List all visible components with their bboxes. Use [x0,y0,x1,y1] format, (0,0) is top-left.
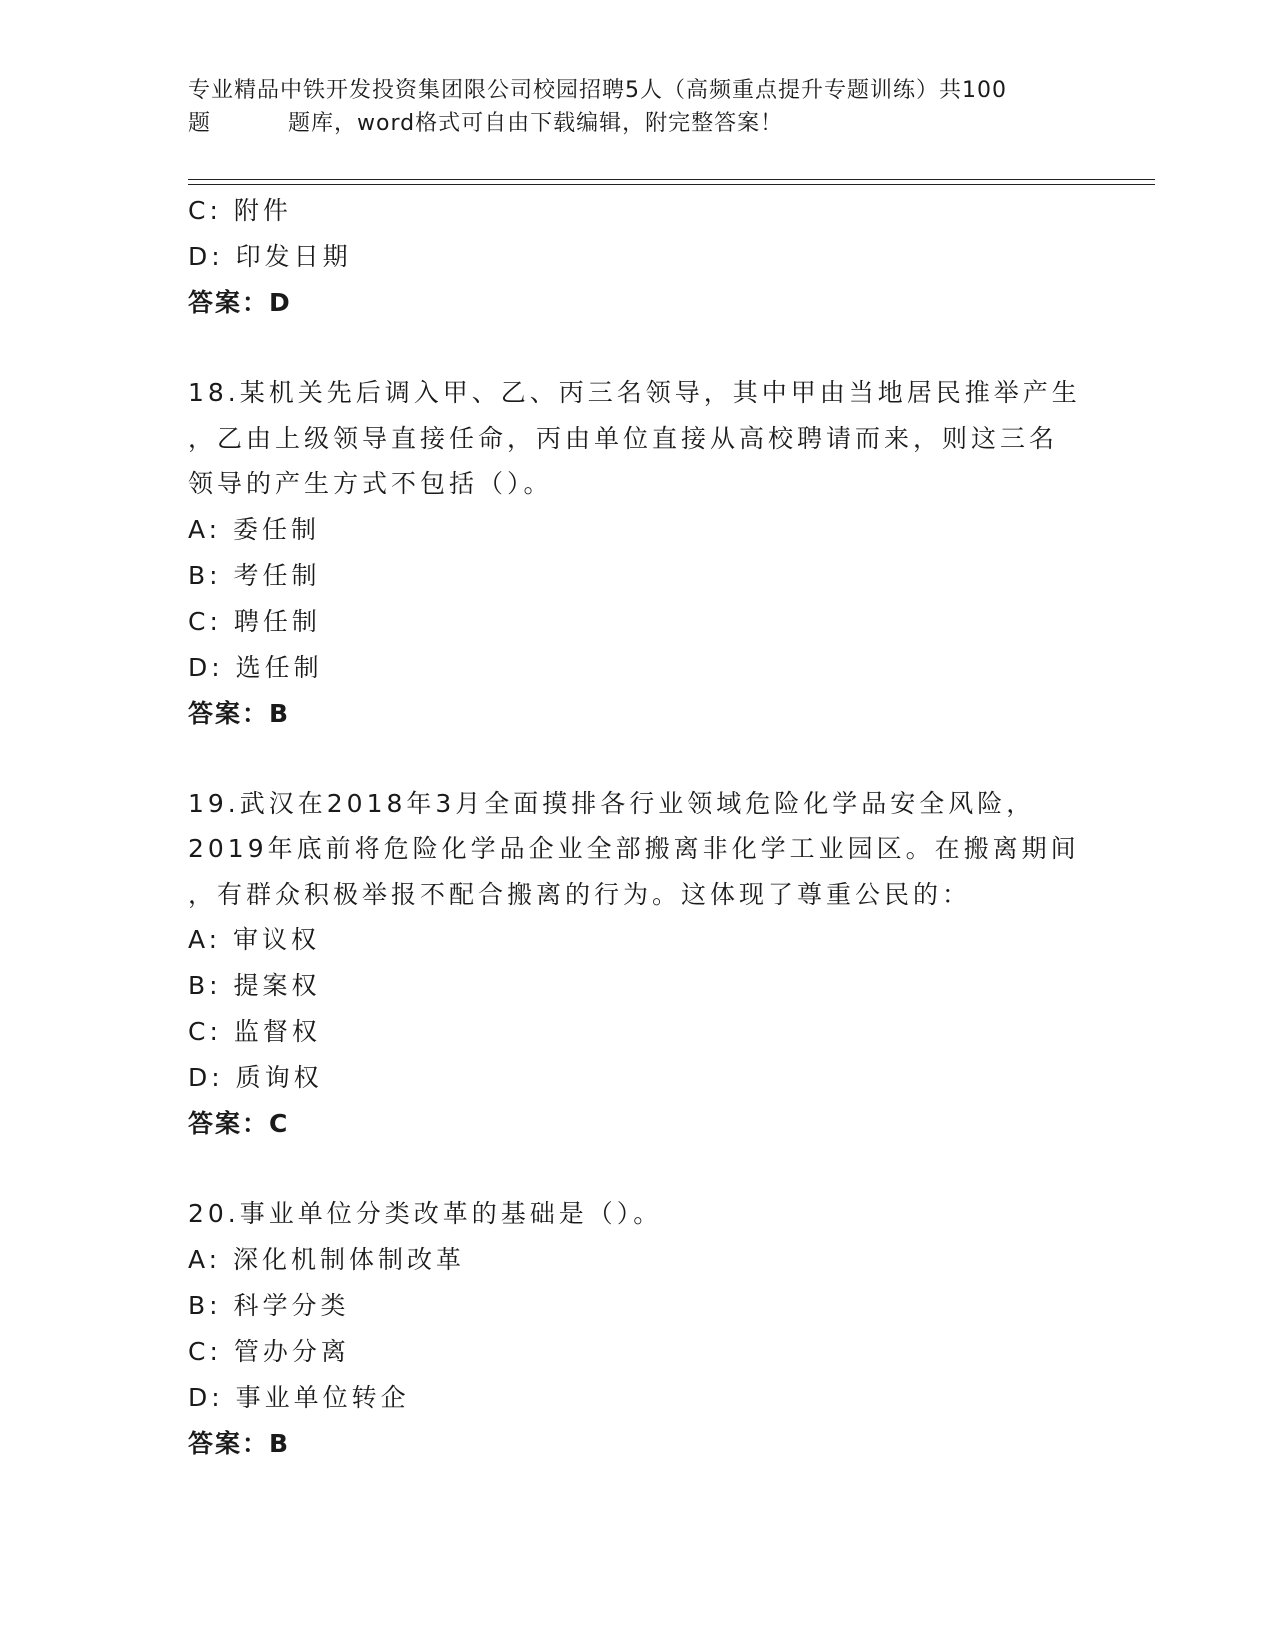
q19-stem [188,781,1088,918]
q19-stem-line1: 19.武汉在2018年3月全面摸排各行业领域危险化学品安全风险， [188,788,1036,818]
q18-option-b: B: 考任制 [188,560,321,590]
q20-option-d: D: 事业单位转企 [188,1382,410,1412]
q20-option-c: C: 管办分离 [188,1336,350,1366]
q17-answer: 答案：D [188,288,292,317]
q20-stem [188,1191,1088,1237]
q19-option-b: B: 提案权 [188,971,321,1000]
q20-answer: 答案：B [188,1428,291,1458]
header-title-line2 [188,107,1088,140]
header-divider-bottom [188,184,1155,185]
page-header [188,74,1088,140]
header-divider-top [188,179,1155,180]
q19-stem-line3: ，有群众积极举报不配合搬离的行为。这体现了尊重公民的： [188,879,972,909]
q18-stem [188,370,1088,507]
question-18 [188,370,1148,737]
q18-answer: 答案：B [188,698,291,728]
q18-stem-line3: 领导的产生方式不包括（）。 [188,469,553,498]
q19-answer: 答案：C [188,1109,290,1138]
q18-stem-line2: ，乙由上级领导直接任命，丙由单位直接从高校聘请而来，则这三名 [188,423,1059,453]
question-17-tail [188,188,1148,326]
header-title-line1: 专业精品中铁开发投资集团限公司校园招聘5人（高频重点提升专题训练）共100 [188,78,1007,103]
header-title-line2-rest: 题库，word格式可自由下载编辑，附完整答案！ [288,111,784,136]
q19-option-c: C: 监督权 [188,1017,321,1046]
question-20 [188,1191,1148,1467]
q20-stem-line1: 20.事业单位分类改革的基础是（）。 [188,1199,663,1228]
question-19 [188,781,1148,1148]
q18-option-a: A: 委任制 [188,514,321,544]
q18-stem-line1: 18.某机关先后调入甲、乙、丙三名领导，其中甲由当地居民推举产生 [188,378,1081,407]
q18-option-c: C: 聘任制 [188,606,321,636]
question-list [188,188,1148,1467]
q19-option-d: D: 质询权 [188,1063,323,1092]
header-title-line2-start: 题 [188,111,212,136]
q19-stem-line2: 2019年底前将危险化学品企业全部搬离非化学工业园区。在搬离期间 [188,834,1080,863]
q19-option-a: A: 审议权 [188,925,321,954]
q17-option-d: D: 印发日期 [188,242,352,271]
q17-option-c: C: 附件 [188,196,292,225]
q18-option-d: D: 选任制 [188,652,323,682]
q20-option-b: B: 科学分类 [188,1290,350,1320]
q20-option-a: A: 深化机制体制改革 [188,1244,466,1274]
